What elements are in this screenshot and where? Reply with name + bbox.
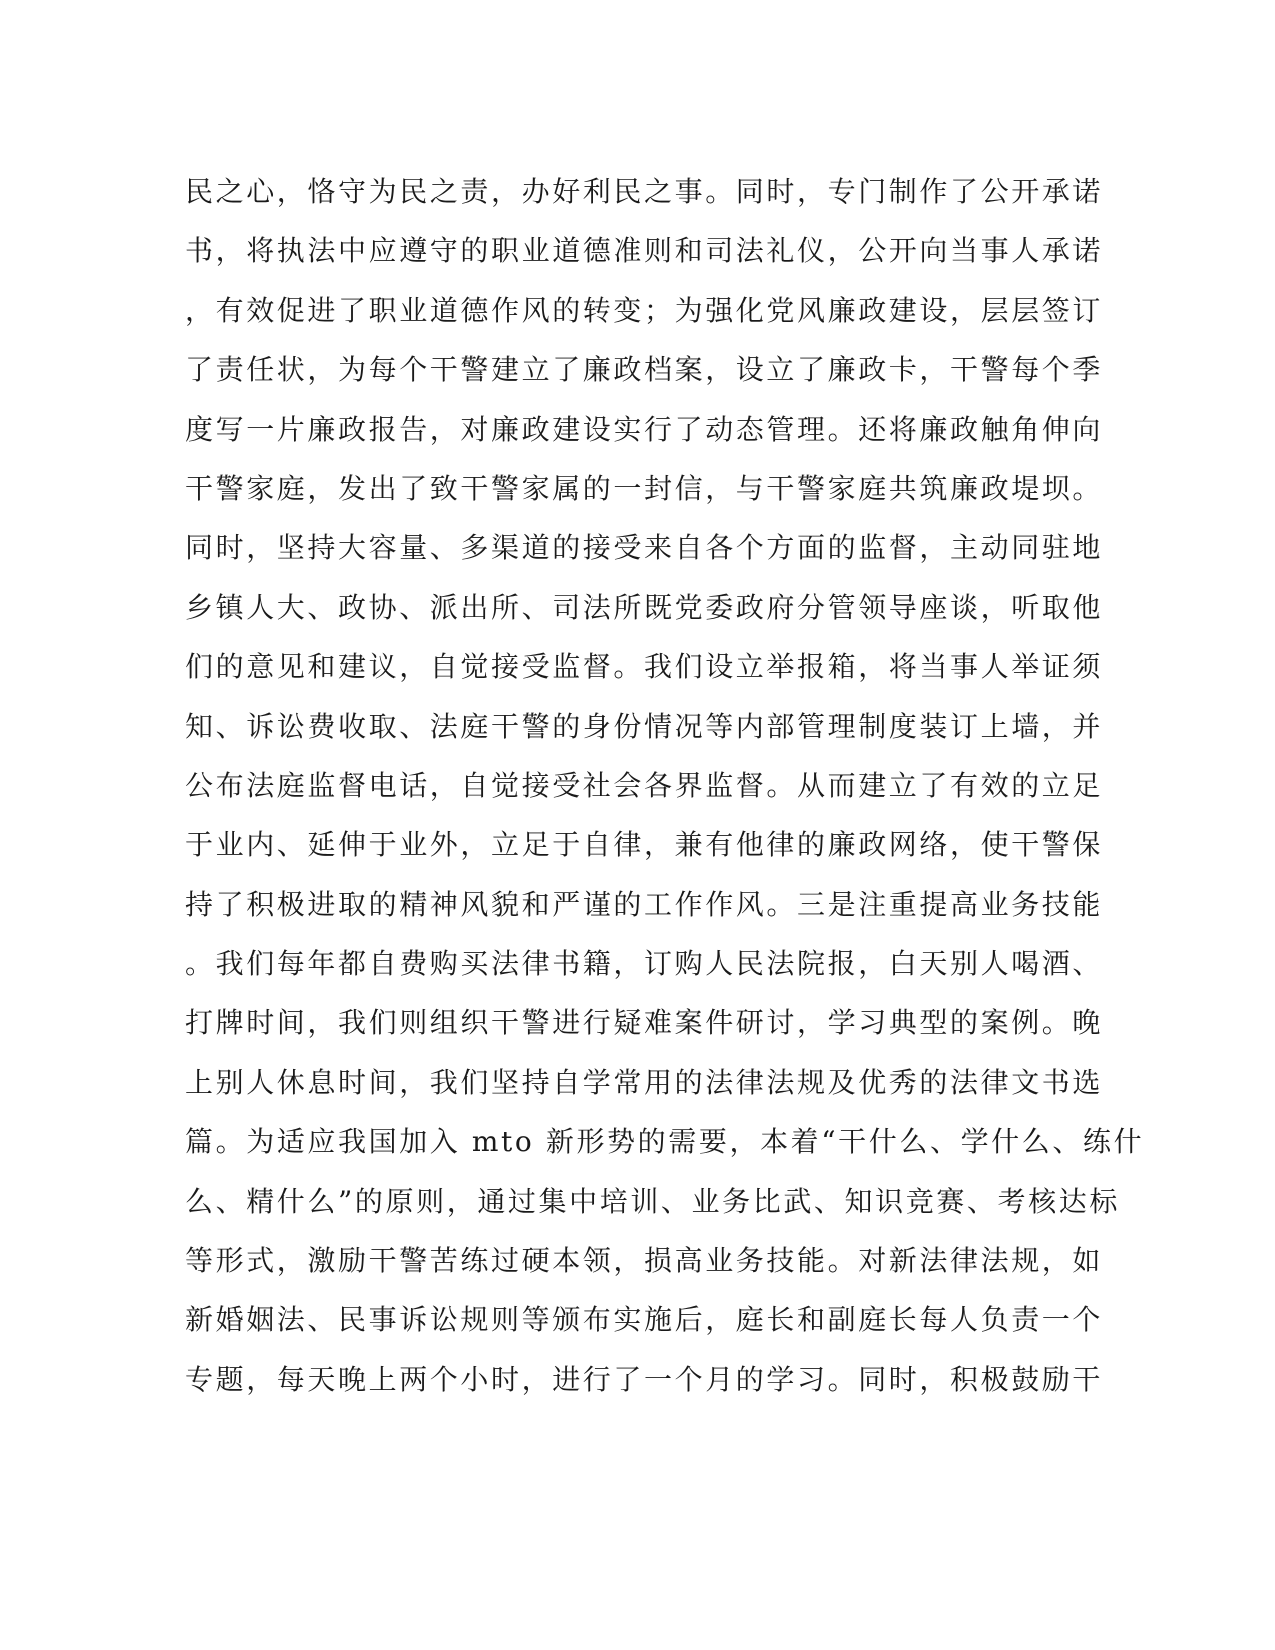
text-line: 等形式，激励干警苦练过硬本领，损高业务技能。对新法律法规，如 (185, 1244, 1104, 1278)
text-line: 持了积极进取的精神风貌和严谨的工作作风。三是注重提高业务技能 (185, 887, 1104, 921)
text-line: 书，将执法中应遵守的职业道德准则和司法礼仪，公开向当事人承诺 (185, 234, 1104, 268)
text-line: 乡镇人大、政协、派出所、司法所既党委政府分管领导座谈，听取他 (185, 590, 1104, 624)
text-line: 么、精什么”的原则，通过集中培训、业务比武、知识竞赛、考核达标 (185, 1184, 1120, 1218)
text-line: 。我们每年都自费购买法律书籍，订购人民法院报，白天别人喝酒、 (185, 947, 1104, 981)
text-line: 度写一片廉政报告，对廉政建设实行了动态管理。还将廉政触角伸向 (185, 412, 1104, 446)
text-line: 知、诉讼费收取、法庭干警的身份情况等内部管理制度装订上墙，并 (185, 709, 1104, 743)
text-line: 专题，每天晚上两个小时，进行了一个月的学习。同时，积极鼓励干 (185, 1362, 1104, 1396)
text-line: 了责任状，为每个干警建立了廉政档案，设立了廉政卡，干警每个季 (185, 353, 1104, 387)
text-line: 新婚姻法、民事诉讼规则等颁布实施后，庭长和副庭长每人负责一个 (185, 1303, 1104, 1337)
text-line: 于业内、延伸于业外，立足于自律，兼有他律的廉政网络，使干警保 (185, 828, 1104, 862)
text-line: 公布法庭监督电话，自觉接受社会各界监督。从而建立了有效的立足 (185, 768, 1104, 802)
body-text (185, 162, 1145, 1409)
text-line: 同时，坚持大容量、多渠道的接受来自各个方面的监督，主动同驻地 (185, 531, 1104, 565)
text-line: ，有效促进了职业道德作风的转变；为强化党风廉政建设，层层签订 (185, 293, 1104, 327)
text-line: 民之心，恪守为民之责，办好利民之事。同时，专门制作了公开承诺 (185, 175, 1104, 208)
text-line: 们的意见和建议，自觉接受监督。我们设立举报箱，将当事人举证须 (185, 650, 1104, 684)
text-line: 上别人休息时间，我们坚持自学常用的法律法规及优秀的法律文书选 (185, 1065, 1104, 1099)
text-line: 篇。为适应我国加入 mto 新形势的需要，本着“干什么、学什么、练什 (185, 1125, 1145, 1159)
text-line: 干警家庭，发出了致干警家属的一封信，与干警家庭共筑廉政堤坝。 (185, 471, 1104, 505)
text-line: 打牌时间，我们则组织干警进行疑难案件研讨，学习典型的案例。晚 (185, 1006, 1104, 1040)
